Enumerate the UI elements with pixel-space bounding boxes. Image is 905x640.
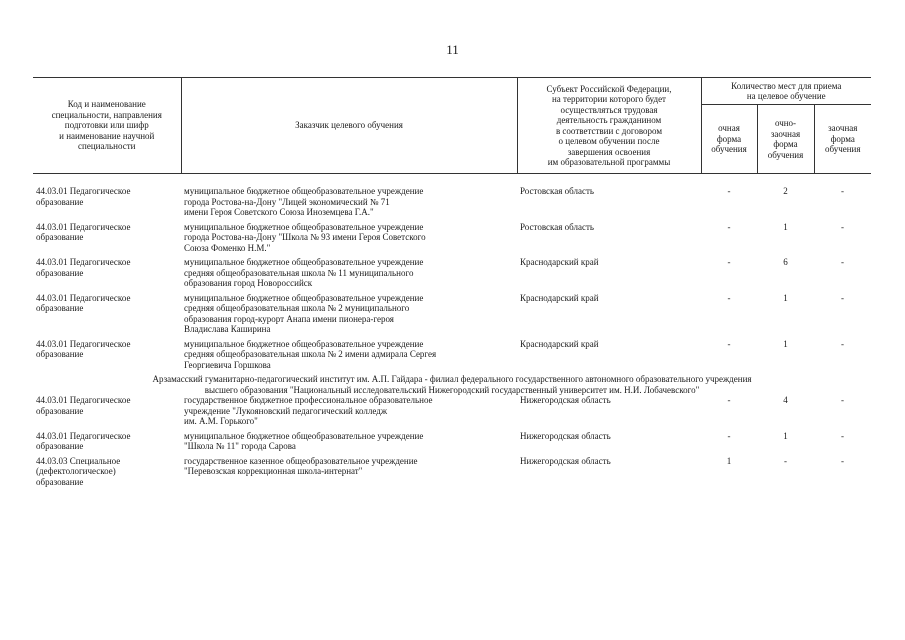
specialty-code-cell: 44.03.01 Педагогическое образование [36, 292, 131, 313]
correspondence-cell: - [841, 292, 844, 303]
specialty-code-cell: 44.03.01 Педагогическое образование [36, 338, 131, 359]
customer-cell: муниципальное бюджетное общеобразовательное учреждение средняя общеобразовательная школа № 11 муниципального образования город Новороссийск [184, 257, 424, 288]
specialty-code-cell: 44.03.01 Педагогическое образование [36, 186, 131, 207]
part-time-cell: 4 [783, 395, 788, 405]
table-row [33, 293, 871, 339]
page-number: 11 [446, 42, 459, 57]
region-cell: Ростовская область [520, 221, 594, 232]
region-cell: Краснодарский край [520, 338, 599, 349]
table-row [33, 222, 871, 258]
correspondence-cell: - [841, 430, 844, 441]
correspondence-cell: - [841, 257, 844, 267]
customer-cell: муниципальное бюджетное общеобразовательное учреждение "Школа № 11" города Сарова [184, 430, 424, 451]
header-code: Код и наименование специальности, направления подготовки или шифр и наименование научной специальности [33, 78, 181, 174]
full-time-cell: 1 [726, 455, 732, 466]
specialty-code-cell: 44.03.01 Педагогическое образование [36, 257, 131, 278]
header-places: Количество мест для приема на целевое обучение [701, 78, 871, 105]
full-time-cell: - [727, 221, 731, 232]
part-time-cell: 1 [783, 221, 788, 232]
table-row [33, 257, 871, 293]
correspondence-cell: - [841, 395, 844, 405]
customer-cell: муниципальное бюджетное общеобразовательное учреждение средняя общеобразовательная школа № 2 имени адмирала Сергея Георгиевича Горшкова [184, 338, 437, 370]
full-time-cell: - [727, 292, 731, 303]
part-time-cell: - [784, 455, 787, 466]
table-row [33, 186, 871, 222]
header-part-time: очно- заочная форма обучения [757, 105, 814, 174]
correspondence-cell: - [841, 338, 844, 349]
full-time-cell: - [727, 257, 731, 267]
full-time-cell: - [727, 186, 731, 196]
specialty-code-cell: 44.03.01 Педагогическое образование [36, 221, 131, 242]
table-row [33, 456, 871, 492]
target-training-table [33, 77, 871, 491]
customer-cell: муниципальное бюджетное общеобразовательное учреждение средняя общеобразовательная школа № 2 муниципального образования город-курорт Анапа имени пионера-героя Владислава Каширина [184, 292, 424, 334]
institution-heading: Арзамасский гуманитарно-педагогический институт им. А.П. Гайдара - филиал федерального государственного автономного образовательного учреждения высшего образования "Национальный исследовательский Нижегородский государственный университет им. Н.И. Лобачевского" [152, 374, 752, 395]
institution-heading-row [33, 374, 871, 395]
part-time-cell: 6 [783, 257, 788, 267]
header-correspondence: заочная форма обучения [814, 105, 871, 174]
full-time-cell: - [727, 430, 731, 441]
region-cell: Краснодарский край [520, 257, 599, 267]
region-cell: Нижегородская область [520, 455, 611, 466]
header-subject: Субъект Российской Федерации, на территории которого будет осуществляться трудовая деятельность гражданином в соответствии с договором о целевом обучении после завершения освоения им образовательной программы [517, 78, 701, 174]
table-row [33, 395, 871, 431]
customer-cell: государственное казенное общеобразовательное учреждение "Перевозская коррекционная школа-интернат" [184, 455, 418, 476]
customer-cell: муниципальное бюджетное общеобразовательное учреждение города Ростова-на-Дону "Лицей экономический № 71 имени Героя Советского Союза Иноземцева Г.А." [184, 186, 424, 217]
correspondence-cell: - [841, 186, 844, 196]
region-cell: Ростовская область [520, 186, 594, 196]
specialty-code-cell: 44.03.01 Педагогическое образование [36, 395, 131, 416]
correspondence-cell: - [841, 455, 844, 466]
part-time-cell: 1 [783, 292, 788, 303]
part-time-cell: 1 [783, 430, 788, 441]
specialty-code-cell: 44.03.01 Педагогическое образование [36, 430, 131, 451]
region-cell: Краснодарский край [520, 292, 599, 303]
header-customer: Заказчик целевого обучения [181, 78, 517, 174]
part-time-cell: 1 [783, 338, 788, 349]
table-row [33, 339, 871, 375]
full-time-cell: - [727, 338, 731, 349]
table-row [33, 431, 871, 456]
part-time-cell: 2 [783, 186, 788, 196]
table-header-row [33, 78, 871, 105]
specialty-code-cell: 44.03.03 Специальное (дефектологическое) образование [36, 455, 121, 487]
region-cell: Нижегородская область [520, 430, 611, 441]
customer-cell: муниципальное бюджетное общеобразовательное учреждение города Ростова-на-Дону "Школа № 93 имени Героя Советского Союза Фоменко Н.М." [184, 221, 426, 253]
header-full-time: очная форма обучения [701, 105, 757, 174]
customer-cell: государственное бюджетное профессиональное образовательное учреждение "Лукояновский педагогический колледж им. А.М. Горького" [184, 395, 433, 426]
correspondence-cell: - [841, 221, 844, 232]
region-cell: Нижегородская область [520, 395, 611, 405]
full-time-cell: - [727, 395, 731, 405]
